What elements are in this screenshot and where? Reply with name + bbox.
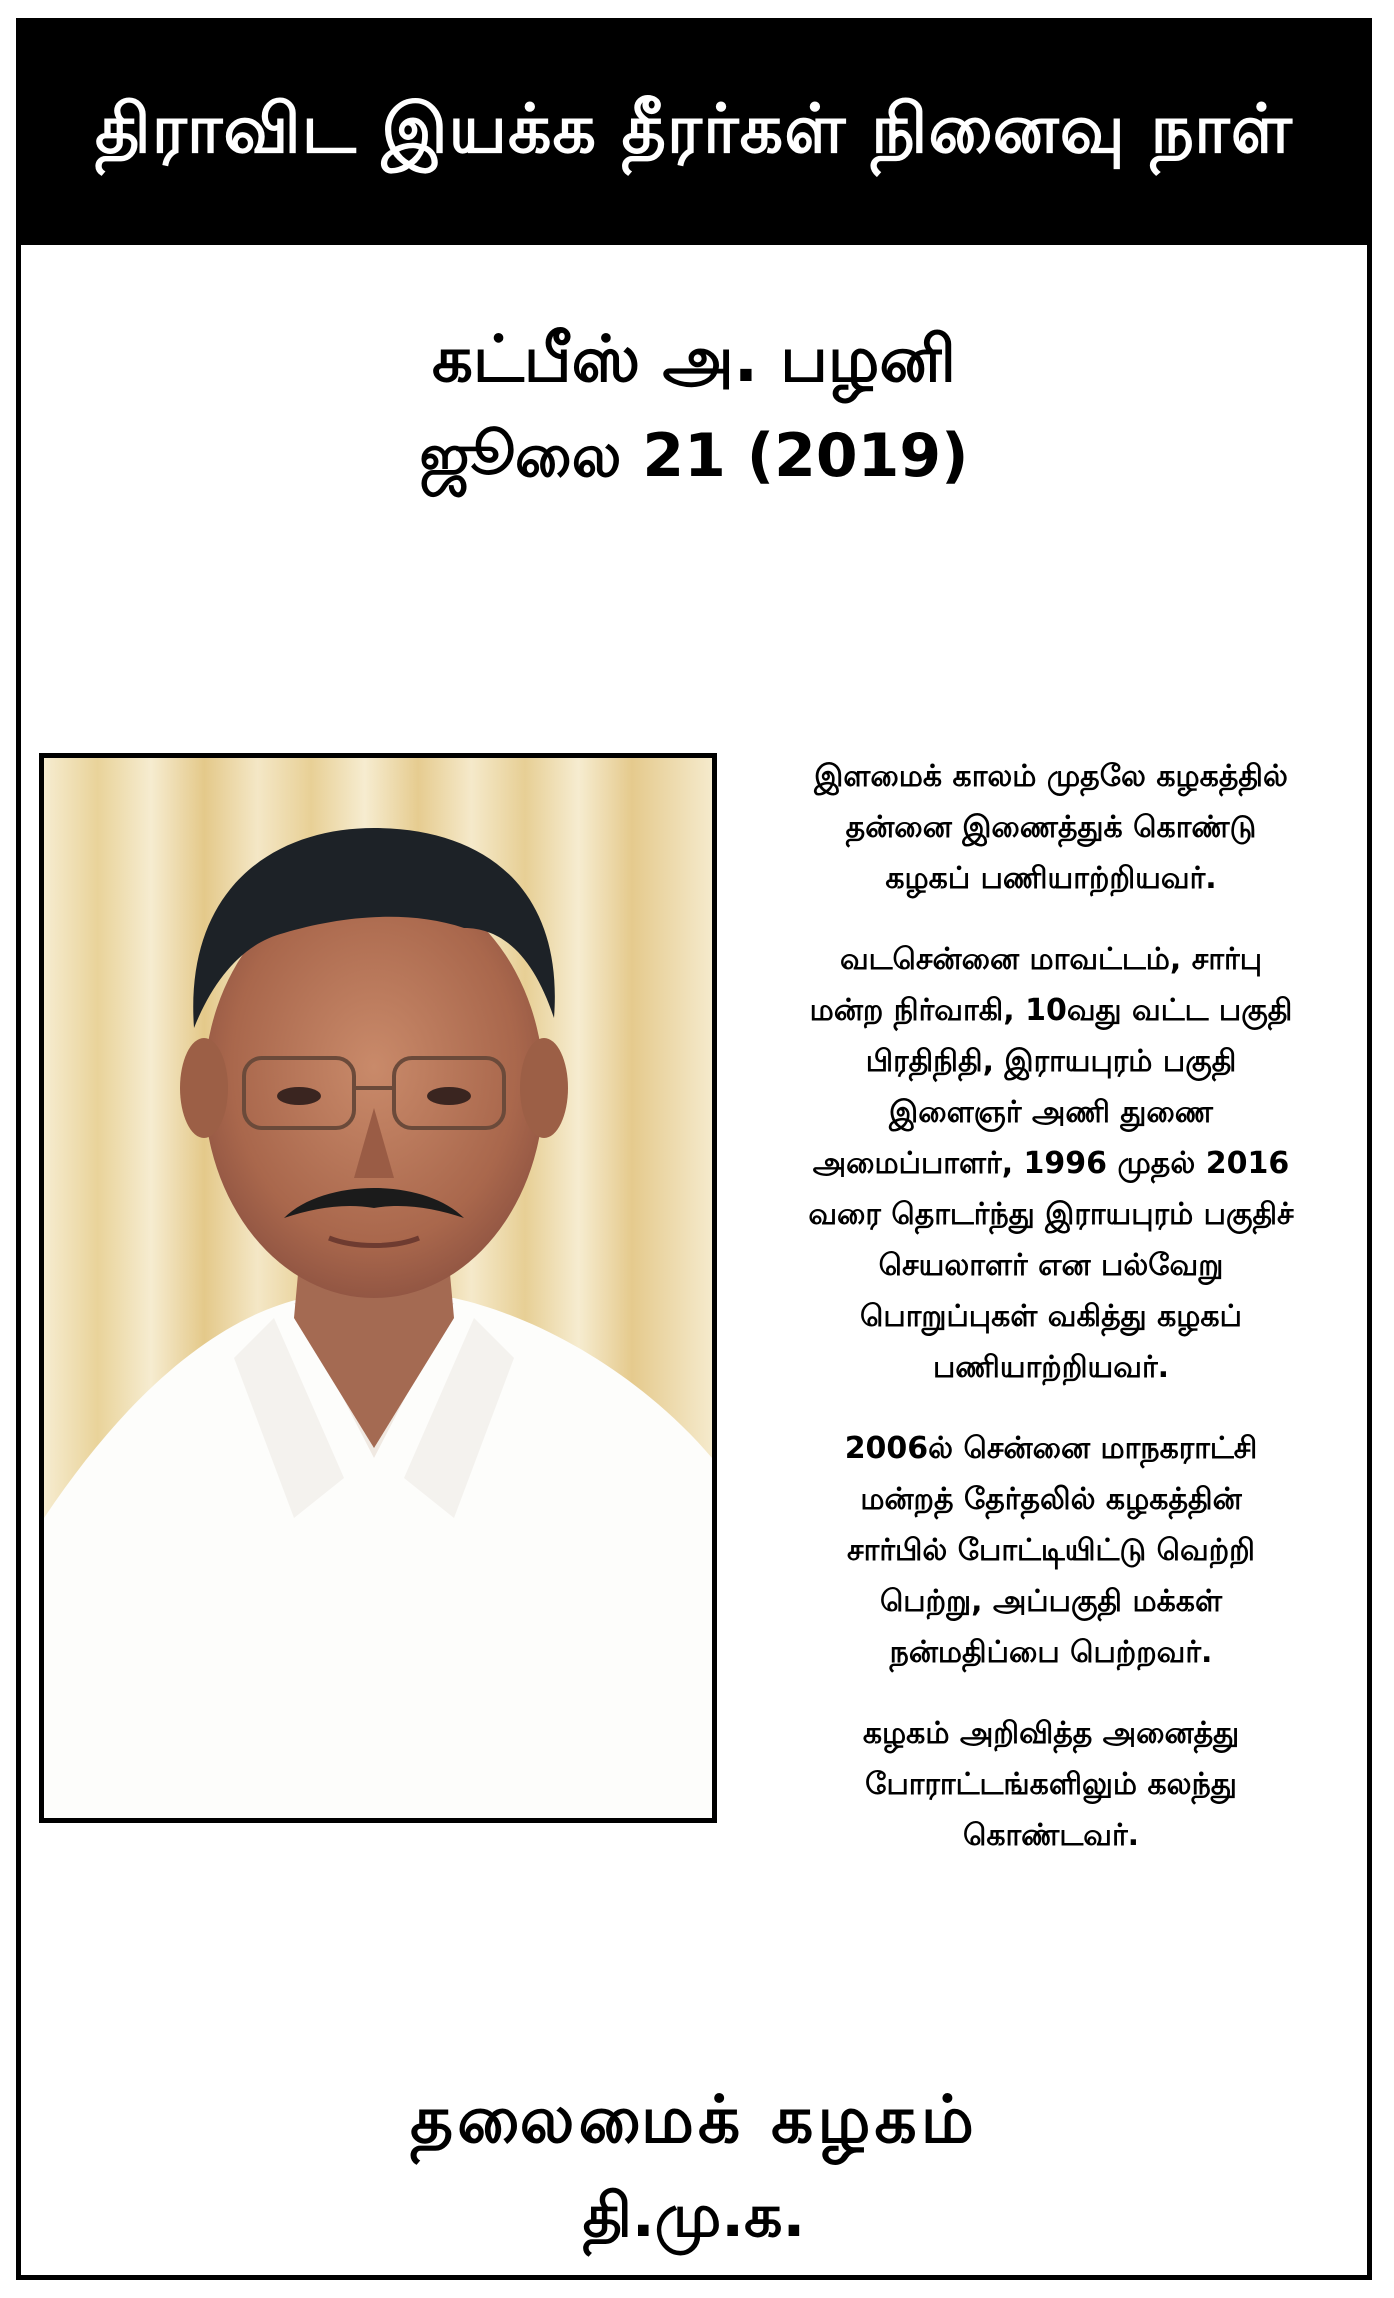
memorial-notice <box>16 18 1372 2280</box>
banner-title: திராவிட இயக்க தீரர்கள் நினைவு நாள் <box>95 90 1293 169</box>
bio-paragraph: கழகம் அறிவித்த அனைத்து போராட்டங்களிலும் கலந்து கொண்டவர். <box>862 1716 1240 1853</box>
bio-paragraph: வடசென்னை மாவட்டம், சார்பு மன்ற நிர்வாகி, 10வது வட்ட பகுதி பிரதிநிதி, இராயபுரம் பகுதி இளைஞர் அணி துணை அமைப்பாளர், 1996 முதல் 2016 வரை தொடர்ந்து இராயபுரம் பகுதிச் செயலாளர் என பல்வேறு பொறுப்புகள் வகித்து கழகப் பணியாற்றியவர். <box>808 942 1294 1385</box>
footer-organization: தலைமைக் கழகம் <box>410 2081 978 2158</box>
memorial-date: ஜூலை 21 (2019) <box>419 421 969 491</box>
bio-paragraph: 2006ல் சென்னை மாநகராட்சி மன்றத் தேர்தலில் கழகத்தின் சார்பில் போட்டியிட்டு வெற்றி பெற்று, அப்பகுதி மக்கள் நன்மதிப்பை பெற்றவர். <box>844 1431 1258 1670</box>
footer-party: தி.மு.க. <box>582 2181 806 2251</box>
portrait-photo <box>39 753 717 1823</box>
portrait-image <box>44 758 712 1818</box>
bio-paragraph: இளமைக் காலம் முதலே கழகத்தில் தன்னை இணைத்துக் கொண்டு கழகப் பணியாற்றியவர். <box>814 759 1288 896</box>
person-name: கட்பீஸ் அ. பழனி <box>432 323 956 397</box>
biography <box>736 751 1366 1891</box>
header-banner <box>21 23 1367 245</box>
